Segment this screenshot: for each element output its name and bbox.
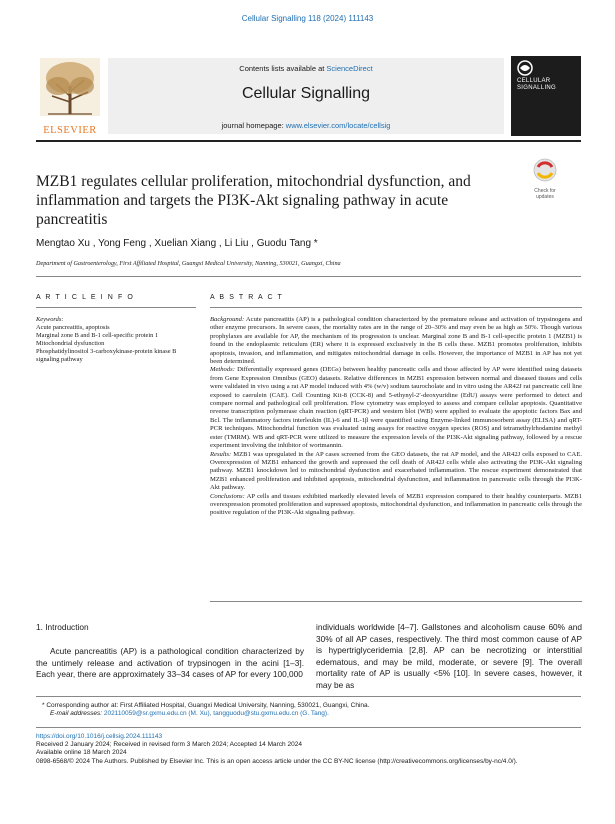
publisher-wordmark: ELSEVIER — [43, 125, 97, 136]
journal-title: Cellular Signalling — [241, 85, 371, 102]
abstract-background: Background: Acute pancreatitis (AP) is a pathological condition characterized by the premature release and activation of trypsinogens and other enzyme precursors. In severe cases, the mortality rates are in the range of 20–30% and may even be as high as 50%. Though various prophylaxes are available for AP, the mechanism of its progression is unclear. Marginal zone B and B-1 cell-specific protein 1 (MZB1) is found in the endoplasmic reticulum (ER) where it is expressed exclusively in the B cells these. MZB1 promotes proliferation, inhibits apoptosis, invasion, and inflammation, and mitigates mitochondrial damage in cells. However, the importance of MZB1 in AP has not yet been determined. — [210, 316, 582, 366]
introduction-right-column: individuals worldwide [4–7]. Gallstones and alcoholism cause 60% and 30% of all AP cases, respectively. The third most common cause of AP is hypertriglyceridemia [2,8]. AP can be necrotizing or interstitial edematous, and may be mild, moderate, or severe [9]. The overall mortality rate of AP is usually <5% [10]. In severe cases, however, it may be as — [316, 622, 582, 690]
affiliation: Department of Gastroenterology, First Affiliated Hospital, Guangxi Medical University, Nanning, 530021, Guangxi, China — [36, 260, 341, 267]
keyword-item: Marginal zone B and B-1 cell-specific protein 1 — [36, 332, 159, 339]
homepage-line: journal homepage: www.elsevier.com/locate/cellsig — [221, 121, 391, 130]
elsevier-tree-icon — [36, 56, 104, 136]
check-for-updates-badge[interactable] — [527, 157, 563, 200]
keyword-item: Mitochondrial dysfunction — [36, 340, 105, 347]
sciencedirect-link[interactable]: ScienceDirect — [326, 64, 373, 73]
abstract-conclusions: Conclusions: AP cells and tissues exhibited markedly elevated levels of MZB1 expression compared to their healthy counterparts. MZB1 overexpression promoted proliferation and supressed apoptosis, mitochondrial dysfunction, and inflammation in pancreatic cells through the positive regulation of the PI3K-Akt signaling pathway. — [210, 492, 582, 517]
header-rule — [36, 140, 581, 142]
divider — [36, 727, 581, 728]
contents-line: Contents lists available at ScienceDirect — [239, 64, 373, 73]
cover-emblem-icon — [511, 56, 581, 78]
keyword-item: Phosphatidylinositol 3-carboxykinase-protein kinase B signaling pathway — [36, 348, 177, 363]
doi-link[interactable]: https://doi.org/10.1016/j.cellsig.2024.111143 — [36, 733, 163, 740]
journal-cover-thumbnail[interactable] — [511, 56, 581, 136]
journal-header-box — [108, 58, 504, 134]
cover-title: CELLULAR SIGNALLING — [517, 78, 557, 91]
available-online: Available online 18 March 2024 — [36, 749, 127, 757]
masthead — [36, 56, 581, 136]
introduction-left-column: Acute pancreatitis (AP) is a pathological condition characterized by the untimely release and activation of trypsinogen in the acini [1–3]. Each year, there are approximately 33–34 cases of AP for every 100,000 — [36, 646, 304, 680]
homepage-link[interactable]: www.elsevier.com/locate/cellsig — [285, 121, 391, 130]
elsevier-logo[interactable] — [36, 56, 104, 136]
received-dates: Received 2 January 2024; Received in revised form 3 March 2024; Accepted 14 March 2024 — [36, 741, 302, 749]
keyword-item: Acute pancreatitis, apoptosis — [36, 324, 110, 331]
email-line: E-mail addresses: 202110059@sr.gxmu.edu.cn (M. Xu), tangguodu@stu.gxmu.edu.cn (G. Tang). — [50, 710, 329, 718]
license-statement[interactable]: 0898-6568/© 2024 The Authors. Published by Elsevier Inc. This is an open access article under the CC BY-NC license (http://creativecommons.org/licenses/by-nc/4.0/). — [36, 757, 518, 765]
divider — [36, 307, 196, 308]
check-updates-label: Check for updates — [534, 188, 556, 200]
keywords-block — [36, 316, 196, 364]
abstract-methods: Methods: Differentially expressed genes (DEGs) between healthy pancreatic cells and those affected by AP were identified using datasets from Gene Expression Omnibus (GEO) datasets. Relative differences in MZB1 expression between normal and diseased tissues and cells were validated in vivo using a rat AP model induced with 4% (w/v) sodium taurocholate and in vitro using the AR42J rat pancreatic cell line exposed to caerulein (CAE). Cell Counting Kit-8 (CCK-8) and 5-ethynyl-2′-deoxyuridine (EdU) assays were performed to detect and compare normal and pathological cell proliferation. Flow cytometry was employed to assess and compare cellular apoptosis. Quantitative reverse transcription polymerase chain reaction (qRT-PCR) and western blot (WB) were applied to evaluate the apoptotic factors Bax and Bcl. The inflammatory factors interleukin (IL)-6 and IL-1β were quantified using Enzyme-linked immunosorbent assay (ELISA) and qRT-PCR techniques. Mitochondrial function was evaluated using assays for reactive oxygen species (ROS) and tetramethylrhodamine methyl ester (TMRM). WB and qRT-PCR were utilized to measure the expression levels of the PI3K-Akt signaling pathway, followed by a rescue experiment involving the inhibitor of wortmannin. — [210, 366, 582, 450]
abstract-results: Results: MZB1 was upregulated in the AP cases screened from the GEO datasets, the rat AP model, and the AR42J cells exposed to CAE. Overexpression of MZB1 enhanced the growth and supressed the cell death of AR42J cells while also activating the PI3K-Akt signaling pathway. MZB1 knockdown led to mitochondrial dysfunction and exacerbated inflammation. The rescue experiment demonstrated that MZB1 enhanced proliferation and inhibited apoptosis, mitochondrial dysfunction, and inflammation in pancreatic cells through the PI3K-Akt pathway. — [210, 450, 582, 492]
divider — [210, 601, 582, 602]
email-links[interactable]: 202110059@sr.gxmu.edu.cn (M. Xu), tangguodu@stu.gxmu.edu.cn (G. Tang). — [102, 710, 329, 718]
footnotes — [36, 702, 581, 718]
article-info-heading: A R T I C L E I N F O — [36, 294, 135, 301]
divider — [210, 307, 582, 308]
introduction-heading: 1. Introduction — [36, 622, 89, 632]
author-list[interactable]: Mengtao Xu , Yong Feng , Xuelian Xiang , Li Liu , Guodu Tang * — [36, 238, 318, 249]
abstract-body — [210, 316, 582, 518]
check-updates-icon — [527, 157, 563, 183]
divider — [36, 276, 581, 277]
abstract-heading: A B S T R A C T — [210, 294, 284, 301]
publication-details — [36, 733, 581, 766]
keywords-label: Keywords: — [36, 316, 64, 323]
corresponding-author-note: * Corresponding author at: First Affiliated Hospital, Guangxi Medical University, Nanning, 530021, Guangxi, China. — [42, 702, 370, 709]
journal-reference[interactable]: Cellular Signalling 118 (2024) 111143 — [241, 14, 374, 23]
article-title: MZB1 regulates cellular proliferation, mitochondrial dysfunction, and inflammation and targets the PI3K-Akt signaling pathway in acute pancreatitis — [36, 173, 471, 228]
divider — [36, 696, 581, 697]
